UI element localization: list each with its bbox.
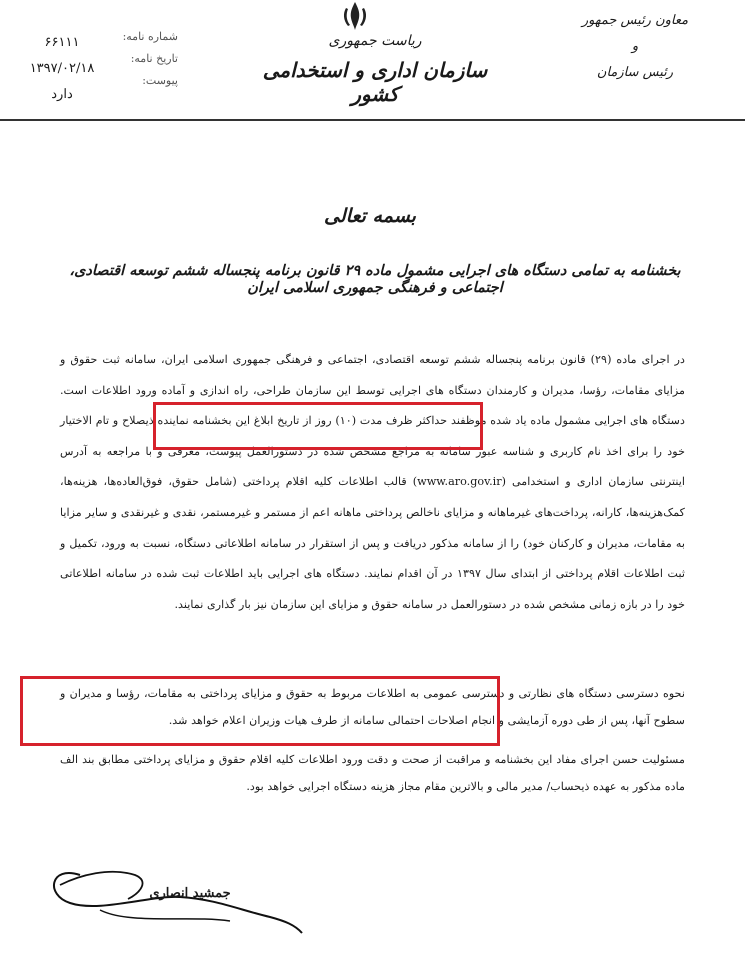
signatory-title-line2: و xyxy=(631,39,639,54)
highlight-box-deadline xyxy=(153,402,483,450)
highlight-box-public-access xyxy=(20,676,500,746)
letter-number-value: ۶۶۱۱۱ xyxy=(44,35,80,50)
signatory-title-line3: رئیس سازمان xyxy=(596,65,674,80)
presidency-label: ریاست جمهوری xyxy=(328,33,422,49)
iran-emblem-icon xyxy=(335,0,375,32)
signatory-title-block xyxy=(565,8,705,86)
circular-title: بخشنامه به تمامی دستگاه های اجرایی مشمول ماده ۲۹ قانون برنامه پنجساله ششم توسعه اقتصادی، اجتماعی و فرهنگی جمهوری اسلامی ایران xyxy=(69,262,681,296)
letter-number-label: شماره نامه: xyxy=(122,30,178,43)
signatory-title-line1: معاون رئیس جمهور xyxy=(581,13,689,28)
letter-date-value: ۱۳۹۷/۰۲/۱۸ xyxy=(29,61,95,76)
body-paragraph-1: در اجرای ماده (۲۹) قانون برنامه پنجساله ششم توسعه اقتصادی، اجتماعی و فرهنگی جمهوری اسلامی ایران، سامانه ثبت حقوق و مزایای مقامات، رؤسا، مدیران و کارمندان دستگاه های اجرایی توسط این سازمان طراحی، راه اندازی و آماده ورود اطلاعات است. دستگاه های اجرایی مشمول ماده یاد شده موظفند حداکثر ظرف مدت (۱۰) روز از تاریخ ابلاغ این بخشنامه نماینده ذیصلاح و تام الاختیار خود را برای اخذ نام کاربری و شناسه عبور سامانه به مراجع مشخص شده در دستورالعمل پیوست، معرفی و با مراجعه به آدرس اینترنتی سازمان اداری و استخدامی (www.aro.gov.ir) قالب اطلاعات کلیه اقلام پرداختی (شامل حقوق، فوق‌العاده‌ها، هزینه‌ها، کمک‌هزینه‌ها، کارانه، پرداخت‌های غیرماهانه و مزایای ناخالص پرداختی ماهانه اعم از مستمر و غیرمستمر، نقدی و غیرنقدی و سایر مزایا به مقامات، مدیران و کارکنان خود) را از سامانه مذکور دریافت و پس از استقرار در سامانه اطلاعاتی دستگاه، نسبت به ورود، تکمیل و ثبت اطلاعات اقلام پرداختی از ابتدای سال ۱۳۹۷ در آن اقدام نمایند. دستگاه های اجرایی باید اطلاعات ثبت شده در سامانه اطلاعاتی خود را در بازه زمانی مشخص شده در دستورالعمل در سامانه حقوق و مزایای این سازمان نیز بار گذاری نمایند. xyxy=(60,353,686,611)
letter-date-label: تاریخ نامه: xyxy=(130,52,178,65)
letter-meta-values xyxy=(12,30,112,108)
letter-attachment-value: دارد xyxy=(51,87,73,102)
body-paragraph-2: نحوه دسترسی دستگاه های نظارتی و دسترسی عمومی به اطلاعات مربوط به حقوق و مزایای پرداختی به مقامات، رؤسا و مدیران و سطوح آنها، پس از طی دوره آزمایشی و انجام اصلاحات احتمالی سامانه از طرف هیات وزیران اعلام خواهد شد. xyxy=(60,687,685,727)
organization-name: سازمان اداری و استخدامی کشور xyxy=(262,58,488,106)
body-paragraph-3: مسئولیت حسن اجرای مفاد این بخشنامه و مراقبت از صحت و دقت ورود اطلاعات کلیه اقلام حقوق و مزایای پرداختی مطابق بند الف ماده مذکور به عهده ذیحساب/ مدیر مالی و بالاترین مقام مجاز هزینه دستگاه اجرایی خواهد بود. xyxy=(60,753,685,793)
header-divider xyxy=(0,119,745,121)
basmala-heading: بسمه تعالی xyxy=(324,205,416,227)
signatory-name: جمشید انصاری xyxy=(149,886,231,901)
letter-attachment-label: پیوست: xyxy=(142,74,178,87)
letter-meta-labels xyxy=(118,26,178,92)
